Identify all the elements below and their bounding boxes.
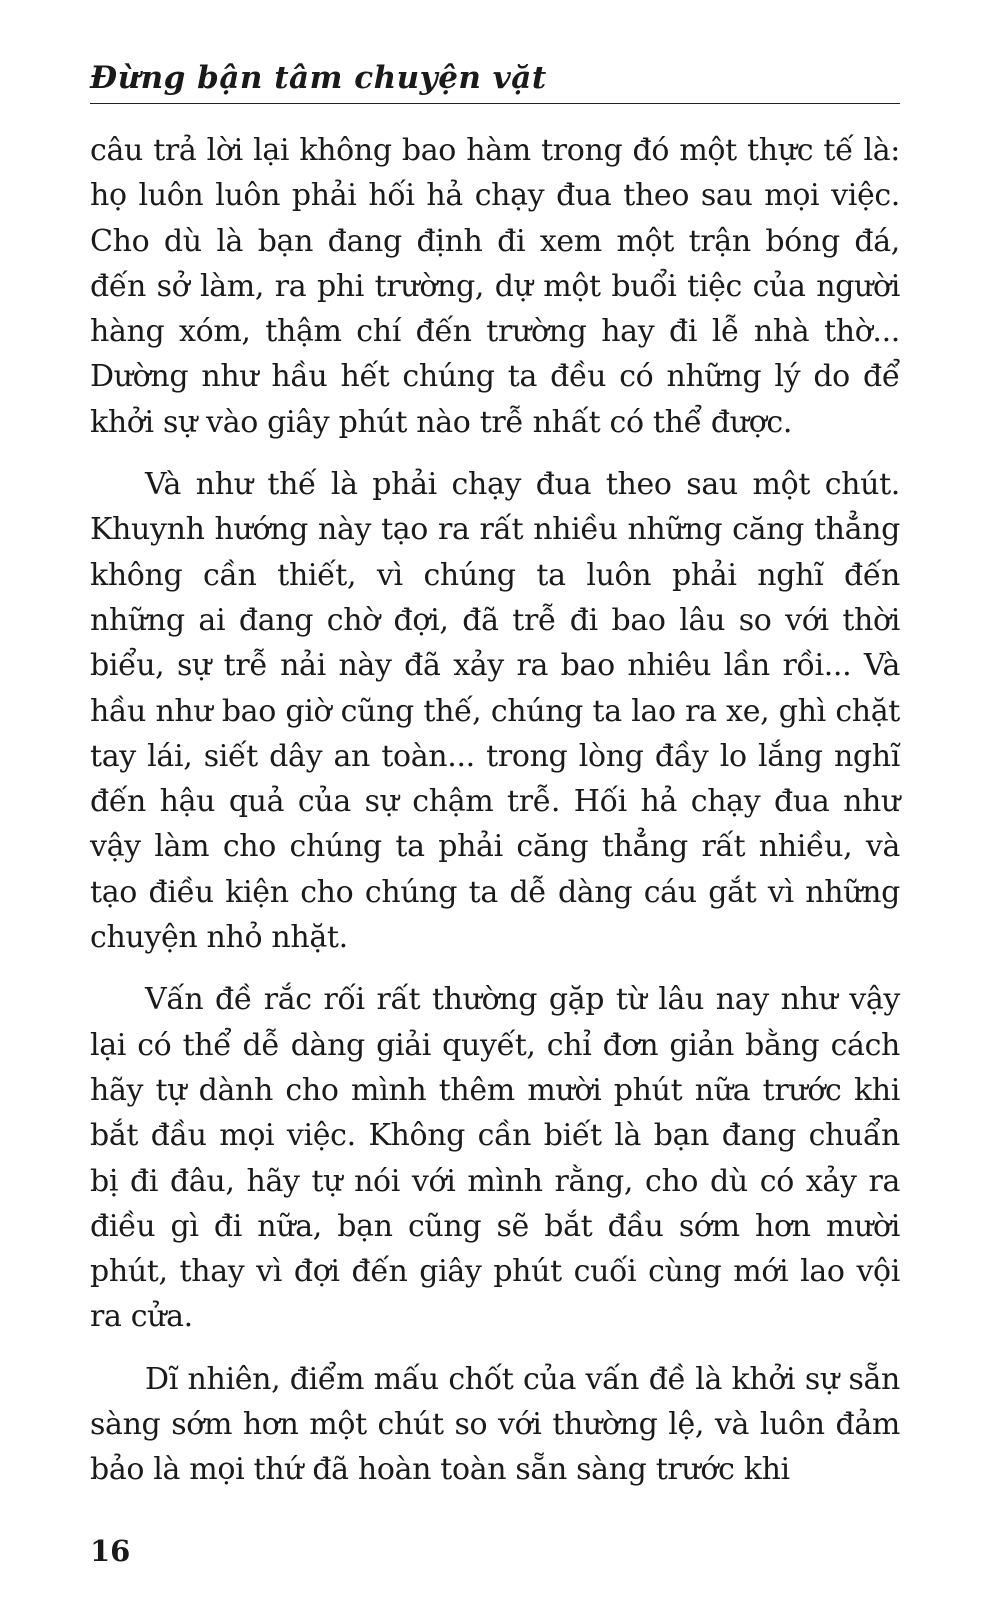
paragraph-1: câu trả lời lại không bao hàm trong đó một thực tế là: họ luôn luôn phải hối hả chạy đua theo sau mọi việc. Cho dù là bạn đang định đi xem một trận bóng đá, đến sở làm, ra phi trường, dự một buổi tiệc của người hàng xóm, thậm chí đến trường hay đi lễ nhà thờ... Dường như hầu hết chúng ta đều có những lý do để khởi sự vào giây phút nào trễ nhất có thể được. — [90, 133, 900, 440]
paragraph-2: Và như thế là phải chạy đua theo sau một chút. Khuynh hướng này tạo ra rất nhiều những căng thẳng không cần thiết, vì chúng ta luôn phải nghĩ đến những ai đang chờ đợi, đã trễ đi bao lâu so với thời biểu, sự trễ nải này đã xảy ra bao nhiêu lần rồi... Và hầu như bao giờ cũng thế, chúng ta lao ra xe, ghì chặt tay lái, siết dây an toàn... trong lòng đầy lo lắng nghĩ đến hậu quả của sự chậm trễ. Hối hả chạy đua như vậy làm cho chúng ta phải căng thẳng rất nhiều, và tạo điều kiện cho chúng ta dễ dàng cáu gắt vì những chuyện nhỏ nhặt. — [90, 467, 900, 956]
running-header — [90, 56, 900, 104]
body-text — [90, 128, 900, 1510]
page-number: 16 — [90, 1534, 131, 1568]
paragraph-3: Vấn đề rắc rối rất thường gặp từ lâu nay như vậy lại có thể dễ dàng giải quyết, chỉ đơn giản bằng cách hãy tự dành cho mình thêm mười phút nữa trước khi bắt đầu mọi việc. Không cần biết là bạn đang chuẩn bị đi đâu, hãy tự nói với mình rằng, cho dù có xảy ra điều gì đi nữa, bạn cũng sẽ bắt đầu sớm hơn mười phút, thay vì đợi đến giây phút cuối cùng mới lao vội ra cửa. — [90, 982, 900, 1335]
book-title: Đừng bận tâm chuyện vặt — [90, 60, 547, 96]
paragraph-4: Dĩ nhiên, điểm mấu chốt của vấn đề là khởi sự sẵn sàng sớm hơn một chút so với thường lệ, và luôn đảm bảo là mọi thứ đã hoàn toàn sẵn sàng trước khi — [90, 1361, 900, 1488]
